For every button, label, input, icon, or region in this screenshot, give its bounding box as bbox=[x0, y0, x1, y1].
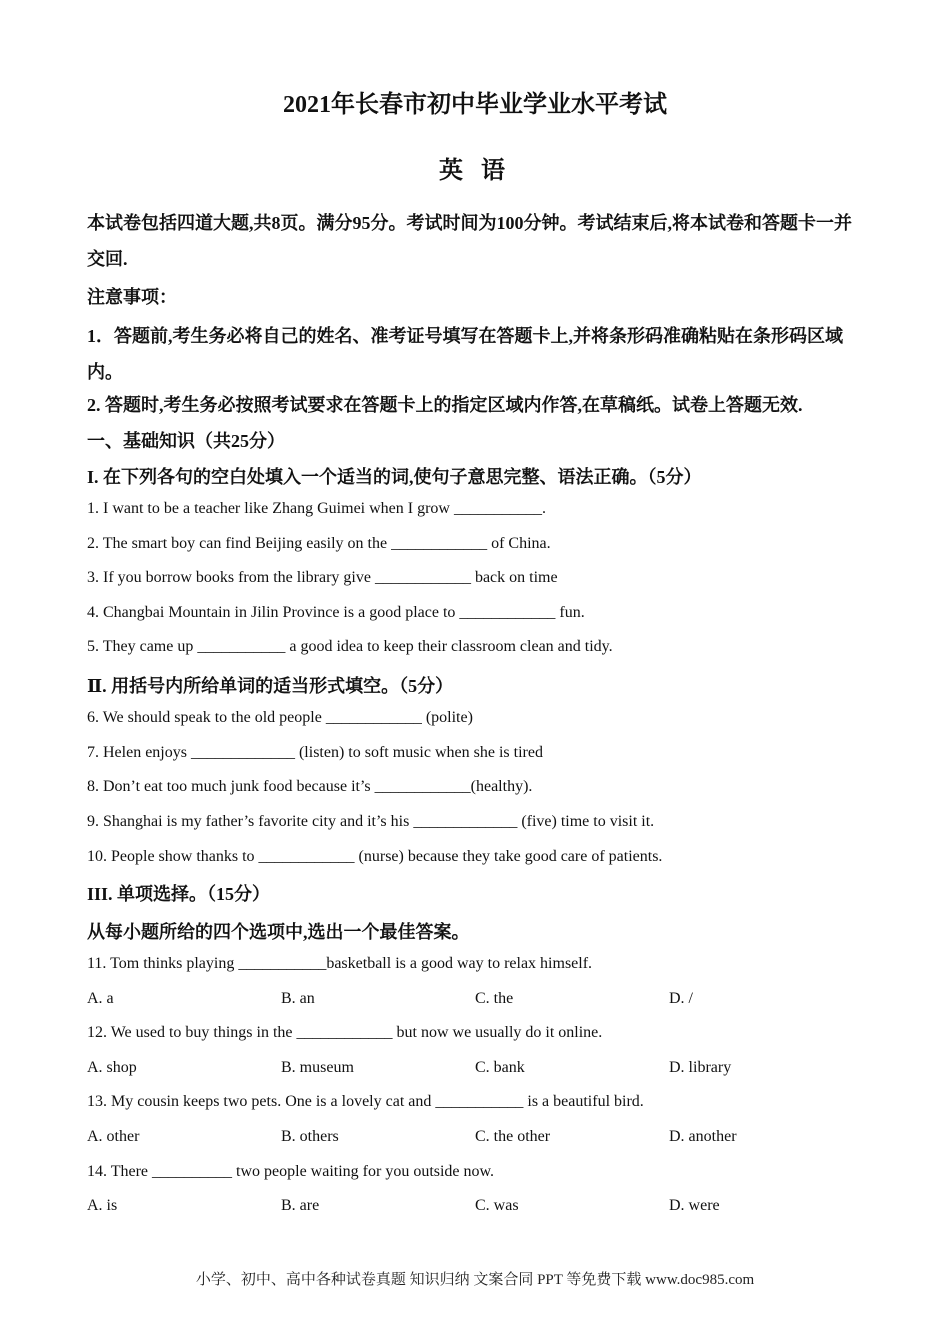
q12-option-c: C. bank bbox=[475, 1059, 525, 1076]
q12-option-b: B. museum bbox=[281, 1059, 354, 1076]
question-3: 3. If you borrow books from the library give ____________ back on time bbox=[87, 569, 558, 586]
question-13: 13. My cousin keeps two pets. One is a lovely cat and ___________ is a beautiful bird. bbox=[87, 1093, 644, 1110]
section1-heading: I. 在下列各句的空白处填入一个适当的词,使句子意思完整、语法正确。（5分） bbox=[87, 467, 702, 487]
q13-option-d: D. another bbox=[669, 1128, 737, 1145]
exam-intro: 本试卷包括四道大题,共8页。满分95分。考试时间为100分钟。考试结束后,将本试卷和答题卡一并交回. bbox=[87, 213, 852, 269]
q13-option-c: C. the other bbox=[475, 1128, 551, 1145]
q11-option-a: A. a bbox=[87, 990, 114, 1007]
question-11: 11. Tom thinks playing ___________basketball is a good way to relax himself. bbox=[87, 955, 593, 972]
q12-option-d: D. library bbox=[669, 1059, 732, 1076]
question-1: 1. I want to be a teacher like Zhang Guimei when I grow ___________. bbox=[87, 500, 546, 517]
section2-heading: Ⅱ. 用括号内所给单词的适当形式填空。（5分） bbox=[87, 676, 454, 696]
question-14: 14. There __________ two people waiting for you outside now. bbox=[87, 1163, 495, 1180]
question-6: 6. We should speak to the old people ____________ (polite) bbox=[87, 709, 473, 726]
q13-option-b: B. others bbox=[281, 1128, 339, 1145]
q14-option-b: B. are bbox=[281, 1197, 320, 1214]
notice-item-2: 2. 答题时,考生务必按照考试要求在答题卡上的指定区域内作答,在草稿纸。试卷上答题无效. bbox=[87, 395, 803, 415]
q14-option-a: A. is bbox=[87, 1197, 118, 1214]
q14-option-c: C. was bbox=[475, 1197, 519, 1214]
q14-option-d: D. were bbox=[669, 1197, 720, 1214]
subject-title: 英 语 bbox=[439, 158, 511, 184]
section3-heading: III. 单项选择。（15分） bbox=[87, 884, 271, 904]
q12-option-a: A. shop bbox=[87, 1059, 137, 1076]
notice-heading: 注意事项： bbox=[87, 287, 177, 307]
part1-heading: 一、基础知识（共25分） bbox=[87, 431, 285, 451]
question-7: 7. Helen enjoys _____________ (listen) to soft music when she is tired bbox=[87, 744, 543, 761]
question-8: 8. Don’t eat too much junk food because it’s ____________(healthy). bbox=[87, 778, 533, 795]
question-4: 4. Changbai Mountain in Jilin Province is a good place to ____________ fun. bbox=[87, 604, 585, 621]
page-footer: 小学、初中、高中各种试卷真题 知识归纳 文案合同 PPT 等免费下载 www.doc985.com bbox=[195, 1272, 755, 1288]
exam-title: 2021年长春市初中毕业学业水平考试 bbox=[283, 92, 667, 118]
q11-option-d: D. / bbox=[669, 990, 693, 1007]
question-5: 5. They came up ___________ a good idea to keep their classroom clean and tidy. bbox=[87, 638, 613, 655]
notice-item-1: 1．答题前,考生务必将自己的姓名、准考证号填写在答题卡上,并将条形码准确粘贴在条形码区域内。 bbox=[87, 326, 843, 382]
question-10: 10. People show thanks to ____________ (nurse) because they take good care of patients. bbox=[87, 848, 663, 865]
q11-option-c: C. the bbox=[475, 990, 514, 1007]
q11-option-b: B. an bbox=[281, 990, 315, 1007]
section3-instruction: 从每小题所给的四个选项中,选出一个最佳答案。 bbox=[87, 922, 470, 942]
question-2: 2. The smart boy can find Beijing easily on the ____________ of China. bbox=[87, 535, 551, 552]
q13-option-a: A. other bbox=[87, 1128, 140, 1145]
question-12: 12. We used to buy things in the ____________ but now we usually do it online. bbox=[87, 1024, 603, 1041]
question-9: 9. Shanghai is my father’s favorite city and it’s his _____________ (five) time to visit it. bbox=[87, 813, 655, 830]
